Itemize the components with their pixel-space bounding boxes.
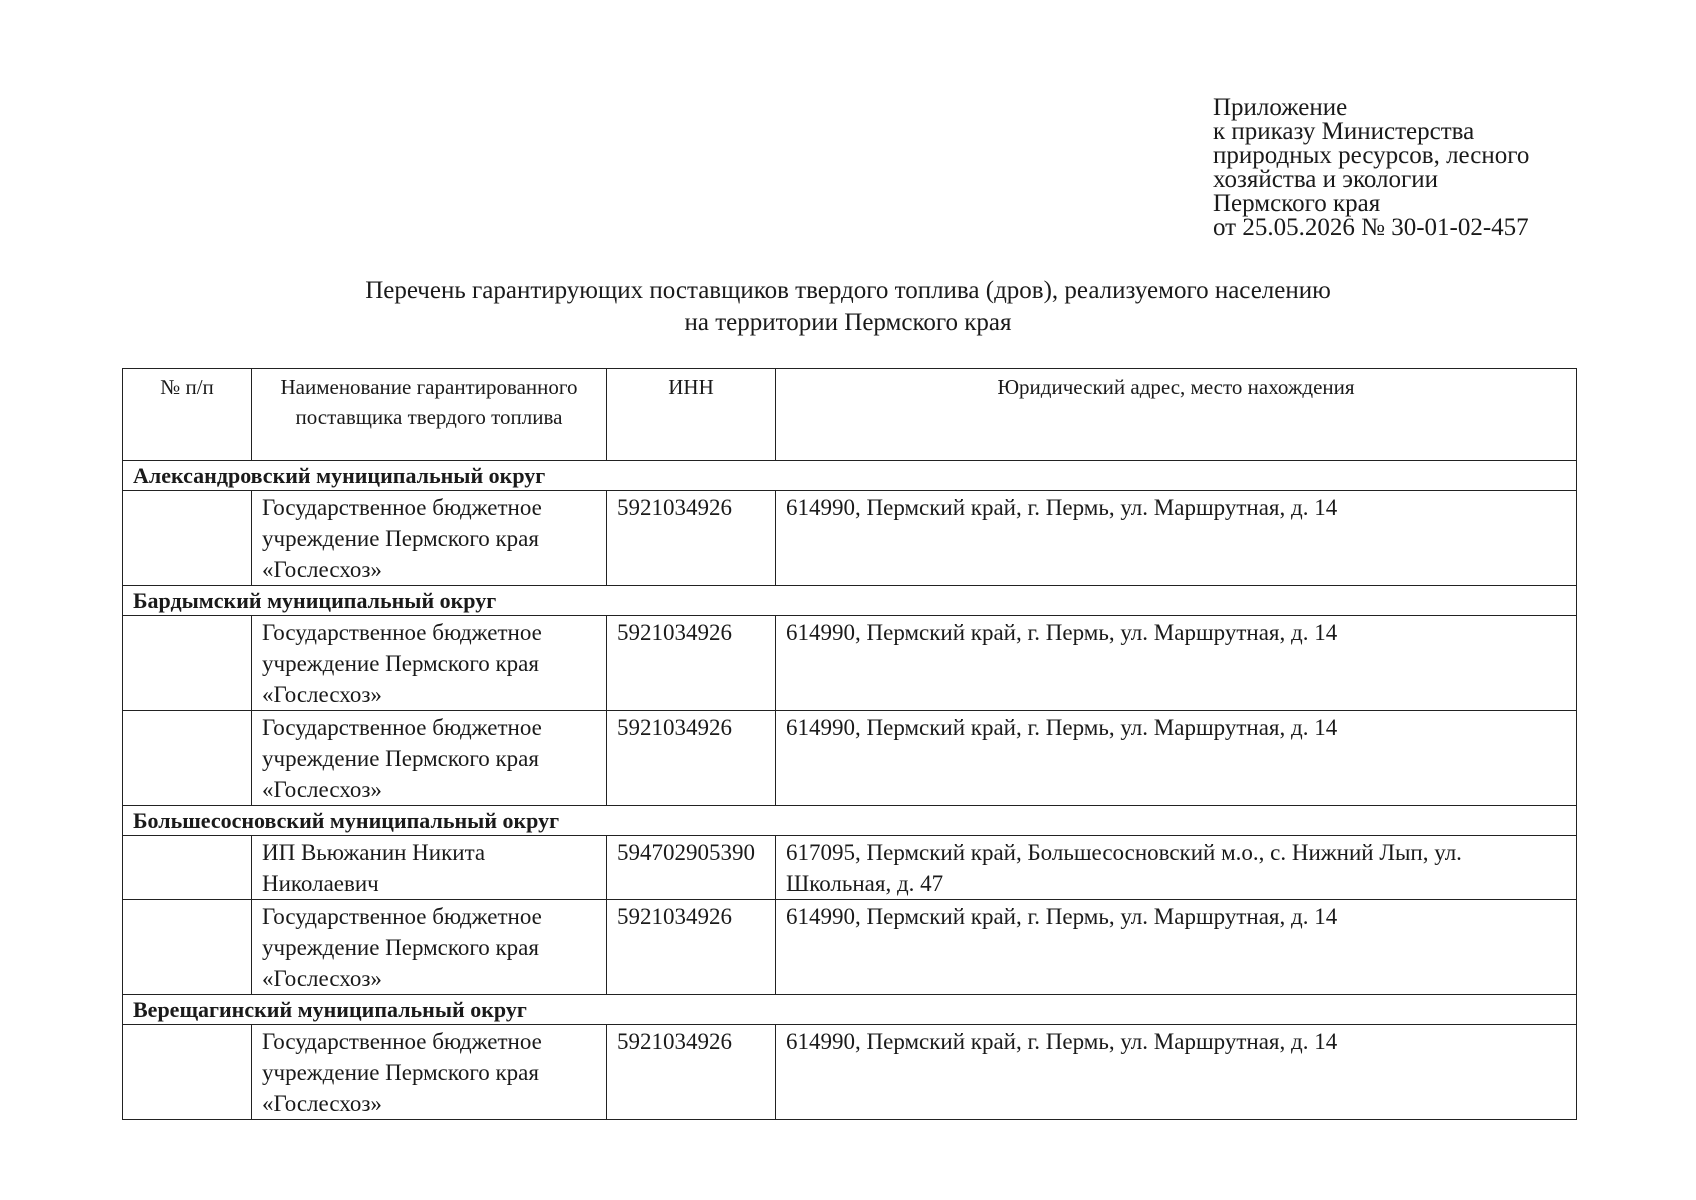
row-num (123, 616, 252, 711)
supplier-name: Государственное бюджетное учреждение Пермского края «Гослесхоз» (252, 491, 607, 586)
district-row (123, 461, 1577, 491)
district-row (123, 586, 1577, 616)
district-name: Бардымский муниципальный округ (123, 586, 1577, 616)
appendix-block (1213, 96, 1529, 240)
supplier-address: 614990, Пермский край, г. Пермь, ул. Маршрутная, д. 14 (776, 900, 1577, 995)
table-row (123, 711, 1577, 806)
district-name: Александровский муниципальный округ (123, 461, 1577, 491)
table-row (123, 1025, 1577, 1120)
header-name: Наименование гарантированного поставщика твердого топлива (252, 369, 607, 461)
table-header-row (123, 369, 1577, 461)
appendix-line: от 25.05.2026 № 30-01-02-457 (1213, 214, 1529, 241)
supplier-name: ИП Вьюжанин Никита Николаевич (252, 836, 607, 900)
row-num (123, 1025, 252, 1120)
row-num (123, 491, 252, 586)
appendix-line: природных ресурсов, лесного (1213, 142, 1530, 169)
supplier-inn: 5921034926 (607, 900, 776, 995)
district-name: Большесосновский муниципальный округ (123, 806, 1577, 836)
header-address: Юридический адрес, место нахождения (776, 369, 1577, 461)
supplier-inn: 5921034926 (607, 711, 776, 806)
supplier-address: 614990, Пермский край, г. Пермь, ул. Маршрутная, д. 14 (776, 491, 1577, 586)
title-line-1: Перечень гарантирующих поставщиков твердого топлива (дров), реализуемого населению (365, 277, 1331, 304)
supplier-address: 617095, Пермский край, Большесосновский м.о., с. Нижний Лып, ул. Школьная, д. 47 (776, 836, 1577, 900)
supplier-inn: 5921034926 (607, 616, 776, 711)
supplier-inn: 594702905390 (607, 836, 776, 900)
supplier-inn: 5921034926 (607, 1025, 776, 1120)
appendix-line: Пермского края (1213, 190, 1381, 217)
row-num (123, 711, 252, 806)
suppliers-table (122, 368, 1577, 1120)
table-row (123, 900, 1577, 995)
table-row (123, 836, 1577, 900)
title-line-2: на территории Пермского края (684, 309, 1012, 336)
supplier-address: 614990, Пермский край, г. Пермь, ул. Маршрутная, д. 14 (776, 711, 1577, 806)
district-row (123, 995, 1577, 1025)
header-inn: ИНН (607, 369, 776, 461)
supplier-address: 614990, Пермский край, г. Пермь, ул. Маршрутная, д. 14 (776, 1025, 1577, 1120)
supplier-name: Государственное бюджетное учреждение Пермского края «Гослесхоз» (252, 900, 607, 995)
appendix-line: к приказу Министерства (1213, 118, 1475, 145)
document-title (0, 275, 1696, 339)
appendix-line: хозяйства и экологии (1213, 166, 1439, 193)
row-num (123, 900, 252, 995)
appendix-line: Приложение (1213, 94, 1348, 121)
district-row (123, 806, 1577, 836)
supplier-name: Государственное бюджетное учреждение Пермского края «Гослесхоз» (252, 1025, 607, 1120)
supplier-name: Государственное бюджетное учреждение Пермского края «Гослесхоз» (252, 616, 607, 711)
supplier-inn: 5921034926 (607, 491, 776, 586)
row-num (123, 836, 252, 900)
table-row (123, 491, 1577, 586)
table-row (123, 616, 1577, 711)
header-num: № п/п (123, 369, 252, 461)
supplier-name: Государственное бюджетное учреждение Пермского края «Гослесхоз» (252, 711, 607, 806)
supplier-address: 614990, Пермский край, г. Пермь, ул. Маршрутная, д. 14 (776, 616, 1577, 711)
district-name: Верещагинский муниципальный округ (123, 995, 1577, 1025)
